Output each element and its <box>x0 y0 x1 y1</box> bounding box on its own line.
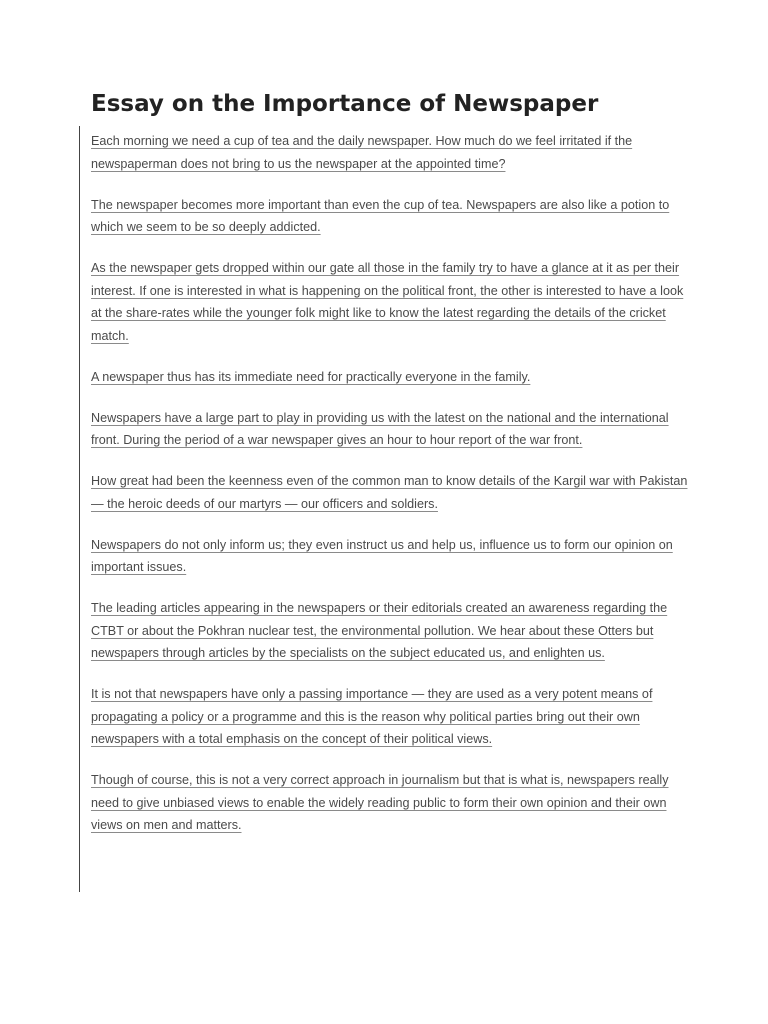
paragraph-4: A newspaper thus has its immediate need for practically everyone in the family. <box>91 369 531 384</box>
paragraph-10: Though of course, this is not a very correct approach in journalism but that is what is, newspapers really need to give unbiased views to enable the widely reading public to form their own opinion and their own views on men and matters. <box>91 773 669 832</box>
paragraph-6: How great had been the keenness even of the common man to know details of the Kargil war with Pakistan — the heroic deeds of our martyrs — our officers and soldiers. <box>91 474 688 511</box>
paragraph-9: It is not that newspapers have only a passing importance — they are used as a very potent means of propagating a policy or a programme and this is the reason why political parties bring out their own newspapers with a total emphasis on the concept of their political views. <box>91 687 653 746</box>
paragraph-1: Each morning we need a cup of tea and the daily newspaper. How much do we feel irritated if the newspaperman does not bring to us the newspaper at the appointed time? <box>91 134 633 171</box>
paragraph-7: Newspapers do not only inform us; they even instruct us and help us, influence us to form our opinion on important issues. <box>91 537 673 574</box>
essay-body <box>91 130 691 855</box>
paragraph-3: As the newspaper gets dropped within our gate all those in the family try to have a glance at it as per their interest. If one is interested in what is happening on the political front, the other is interested to have a look at the share-rates while the younger folk might like to know the latest regarding the details of the cricket match. <box>91 261 684 343</box>
paragraph-8: The leading articles appearing in the newspapers or their editorials created an awareness regarding the CTBT or about the Pokhran nuclear test, the environmental pollution. We hear about these Otters but newspapers through articles by the specialists on the subject educated us, and enlighten us. <box>91 601 668 660</box>
paragraph-2: The newspaper becomes more important than even the cup of tea. Newspapers are also like a potion to which we seem to be so deeply addicted. <box>91 197 670 234</box>
left-margin-rule <box>79 126 80 892</box>
page-title: Essay on the Importance of Newspaper <box>91 91 599 117</box>
paragraph-5: Newspapers have a large part to play in providing us with the latest on the national and the international front. During the period of a war newspaper gives an hour to hour report of the war front. <box>91 410 669 447</box>
